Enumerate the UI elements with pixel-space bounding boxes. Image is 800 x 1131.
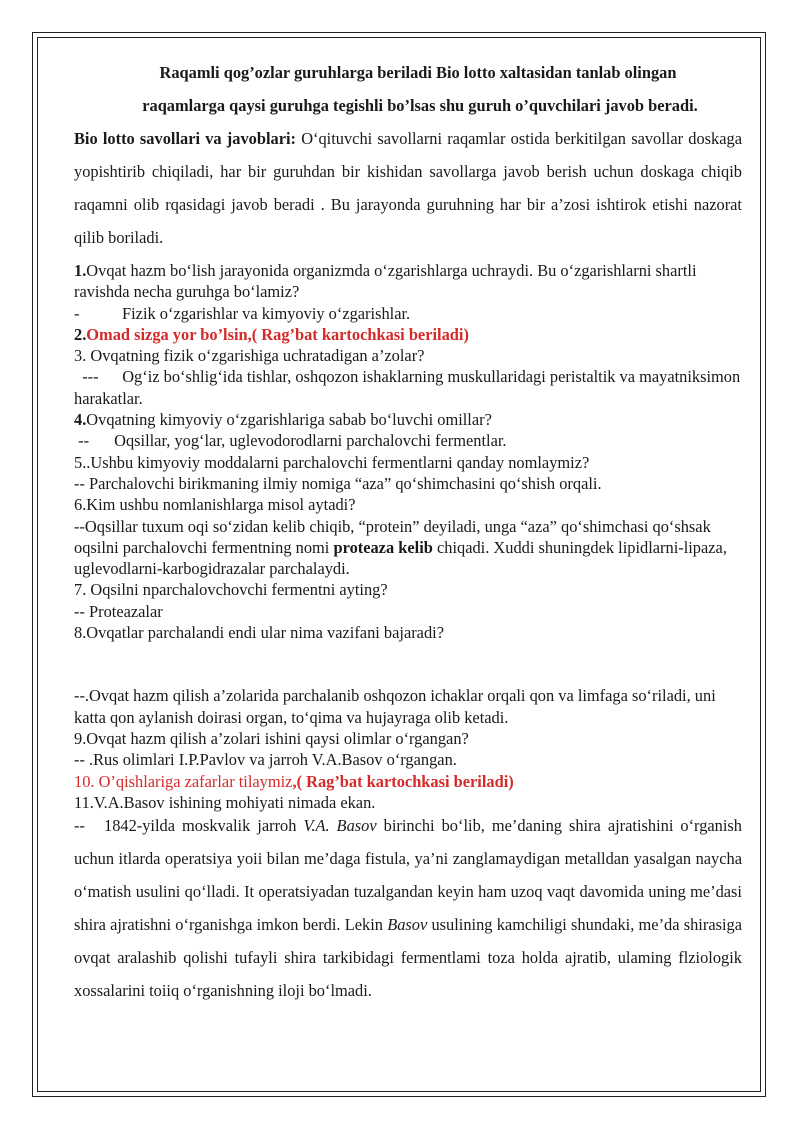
question-2	[74, 324, 742, 345]
question-9: 9.Ovqat hazm qilish a’zolari ishini qaysi olimlar o‘rgangan?	[74, 728, 469, 748]
answer-4-dash: --	[78, 431, 90, 451]
answer-1-dash: -	[74, 303, 80, 323]
answer-9: -- .Rus olimlari I.P.Pavlov va jarroh V.A.Basov o‘rgangan.	[74, 750, 457, 770]
answer-11-surgeon-name-2: Basov	[387, 915, 428, 935]
answer-4-text: Oqsillar, yog‘lar, uglevodorodlarni parchalovchi fermentlar.	[114, 431, 507, 451]
question-4-text: Ovqatning kimyoviy o‘zgarishlariga sabab bo‘luvchi omillar?	[86, 410, 492, 430]
document-body	[74, 56, 742, 1007]
answer-11-surgeon-name: V.A. Basov	[303, 816, 377, 836]
question-1	[74, 260, 742, 303]
spacer	[74, 643, 742, 685]
answer-11	[74, 809, 742, 1007]
answer-6	[74, 516, 742, 580]
answer-8: --.Ovqat hazm qilish a’zolarida parchalanib oshqozon ichaklar orqali qon va limfaga so‘riladi, uni katta qon aylanish doirasi organ, to‘qima va hujayraga olib ketadi.	[74, 686, 716, 727]
question-10	[74, 771, 742, 792]
question-10-number: 10.	[74, 771, 95, 791]
answer-11-text-end: usulining kamchiligi shundaki, me’da shirasiga ovqat aralashib qolishi tufayli shira tarkibidagi fermentlami toza holda ajratib, ulaming flziologik xossalarini toiiq o‘rganishning iloji bo‘lmadi.	[74, 915, 742, 1001]
answer-7: -- Proteazalar	[74, 601, 163, 621]
question-10-note: ,( Rag’bat kartochkasi beriladi)	[292, 771, 514, 791]
answer-6-bold-term: proteaza kelib	[333, 537, 433, 557]
question-11: 11.V.A.Basov ishining mohiyati nimada ekan.	[74, 792, 376, 812]
answer-3-text: Og‘iz bo‘shlig‘ida tishlar, oshqozon ishaklarning muskullaridagi peristaltik va mayatniksimon harakatlar.	[74, 367, 741, 408]
answer-11-text-start: 1842-yilda moskvalik jarroh	[104, 816, 304, 836]
intro-text: O‘qituvchi savollarni raqamlar ostida berkitilgan savollar doskaga yopishtirib chiqiladi, har bir guruhdan bir kishidan savollarga javob berish uchun doskaga chiqib raqamni olib rqasidagi javob beradi . Bu jarayonda guruhning har bir a’zosi ishtirok etishi nazorat qilib boriladi.	[74, 129, 742, 247]
answer-1-text: Fizik o‘zgarishlar va kimyoviy o‘zgarishlar.	[122, 303, 411, 323]
question-3: 3. Ovqatning fizik o‘zgarishiga uchratadigan a’zolar?	[74, 346, 425, 366]
question-8: 8.Ovqatlar parchalandi endi ular nima vazifani bajaradi?	[74, 623, 444, 643]
question-6: 6.Kim ushbu nomlanishlarga misol aytadi?	[74, 495, 356, 515]
answer-3-dash: ---	[82, 367, 99, 387]
question-7: 7. Oqsilni nparchalovchovchi fermentni ayting?	[74, 580, 388, 600]
question-4	[74, 409, 742, 430]
heading-line-2: raqamlarga qaysi guruhga tegishli bo’lsas shu guruh o’quvchilari javob beradi.	[142, 96, 698, 115]
answer-5: -- Parchalovchi birikmaning ilmiy nomiga “aza” qo‘shimchasini qo‘shish orqali.	[74, 473, 602, 493]
answer-6-text-end: chiqadi. Xuddi shuningdek lipidlarni-lipaza, uglevodlarni-karbogidrazalar parchalaydi.	[74, 537, 727, 579]
answer-1	[74, 303, 742, 324]
intro-label: Bio lotto savollari va javoblari:	[74, 129, 296, 148]
question-2-text: Omad sizga yor bo’lsin,( Rag’bat kartochkasi beriladi)	[86, 324, 469, 344]
answer-11-text-middle: birinchi bo‘lib, me’daning shira ajratishini o‘rganish uchun itlarda operatsiya yoii bilan me’daga fistula, ya’ni zanglamaydigan metalldan yasalgan naycha o‘matish usulini qo‘lladi. It operatsiyadan tuzalgandan keyin ham uzoq vaqt davomida uning me’dasi shira ajratishni o‘rganishga imkon berdi. Lekin	[74, 816, 742, 935]
answer-3	[74, 366, 742, 409]
question-2-number: 2.	[74, 324, 87, 344]
question-5: 5..Ushbu kimyoviy moddalarni parchalovchi fermentlarni qanday nomlaymiz?	[74, 452, 590, 472]
answer-6-text-start: --Oqsillar tuxum oqi so‘zidan kelib chiqib, “protein” deyiladi, unga “aza” qo‘shimchasi qo‘shsak oqsilni parchalovchi fermentning nomi	[74, 516, 711, 557]
question-4-number: 4.	[74, 410, 87, 430]
intro-paragraph	[74, 122, 742, 254]
document-heading	[74, 56, 742, 122]
question-1-text: Ovqat hazm bo‘lish jarayonida organizmda o‘zgarishlarga uchraydi. Bu o‘zgarishlarni shartli ravishda necha guruhga bo‘lamiz?	[74, 261, 697, 302]
question-1-number: 1.	[74, 261, 87, 280]
question-10-text: O’qishlariga zafarlar tilaymiz	[94, 771, 293, 791]
answer-11-dash: --	[74, 816, 85, 836]
answer-4	[74, 430, 742, 451]
heading-line-1: Raqamli qog’ozlar guruhlarga beriladi Bio lotto xaltasidan tanlab olingan	[159, 63, 677, 82]
